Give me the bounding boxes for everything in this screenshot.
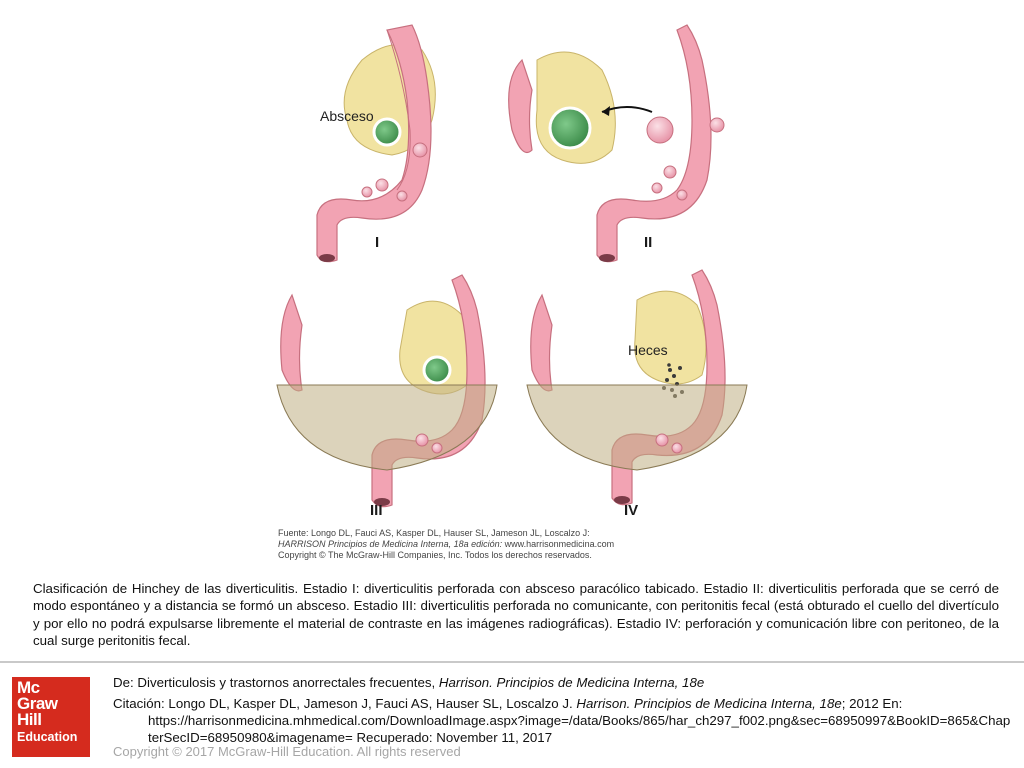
citation-url[interactable]: https://harrisonmedicina.mhmedical.com/DownloadImage.aspx?image=/data/Books/865/har_ch297_f002.png&sec=68950997&BookID=865&ChapterSecID=68950980&imagename= Recuperado: November 11, 2017 (148, 713, 1011, 745)
absceso-label: Absceso (320, 108, 374, 124)
abscess (550, 108, 590, 148)
mcgraw-hill-logo (12, 677, 90, 757)
panel-stage-1 (317, 25, 435, 262)
logo-line-hill: Hill (17, 710, 42, 729)
stage-label-1: I (375, 234, 380, 251)
figure-credit-line3: Copyright © The McGraw-Hill Companies, Inc. Todos los derechos reservados. (278, 550, 592, 560)
source-line (113, 674, 1013, 691)
panel-stage-4 (527, 270, 747, 505)
citation (113, 695, 1013, 746)
source-prefix: De: Diverticulosis y trastornos anorrectales frecuentes, (113, 675, 439, 690)
copyright-notice: Copyright © 2017 McGraw-Hill Education. All rights reserved (113, 744, 461, 759)
figure-caption: Clasificación de Hinchey de las diverticulitis. Estadio I: diverticulitis perforada con absceso paracólico tabicado. Estadio II: diverticulitis perforada que se cerró de modo espontáneo y a distancia se formó un absceso. Estadio III: diverticulitis perforada no comunicante, con peritonitis fecal (está obturado el cuello del divertículo y por ello no podrá expulsarse libremente el material de contraste en las imágenes radiográficas). Estadio IV: perforación y comunicación libre con peritoneo, de la cual surge peritonitis fecal. (33, 581, 999, 648)
heces-label: Heces (628, 342, 668, 358)
peritoneum (277, 385, 497, 470)
peritoneum (527, 385, 747, 470)
logo-line-education: Education (17, 730, 78, 744)
abscess (424, 357, 450, 383)
figure-credit (278, 528, 718, 561)
colon (597, 25, 711, 262)
panel-stage-2 (509, 25, 724, 262)
figure-credit-line1: Fuente: Longo DL, Fauci AS, Kasper DL, Hauser SL, Jameson JL, Loscalzo J: (278, 528, 590, 538)
figure-credit-line2 (278, 539, 718, 550)
logo-line-graw: Graw (17, 694, 58, 713)
colon (531, 295, 552, 391)
stage-label-4: IV (624, 502, 639, 519)
divider (0, 661, 1024, 663)
panel-stage-3 (277, 275, 497, 507)
figure-credit-url: www.harrisonmedicina.com (502, 539, 615, 549)
colon (281, 295, 302, 391)
stage-label-2: II (644, 234, 653, 251)
colon (509, 60, 532, 153)
citation-book: Harrison. Principios de Medicina Interna, 18e (576, 696, 842, 711)
hinchey-figure (262, 20, 748, 565)
hinchey-illustration (262, 20, 748, 565)
stage-label-3: III (370, 502, 383, 519)
citation-prefix: Citación: Longo DL, Kasper DL, Jameson J, Fauci AS, Hauser SL, Loscalzo J. (113, 696, 577, 711)
figure-credit-book: HARRISON Principios de Medicina Interna, 18a edición: (278, 539, 503, 549)
citation-suffix: ; 2012 En: (841, 696, 903, 711)
abscess (374, 119, 400, 145)
logo-line-mc: Mc (17, 678, 40, 697)
source-book: Harrison. Principios de Medicina Interna, 18e (438, 675, 705, 690)
